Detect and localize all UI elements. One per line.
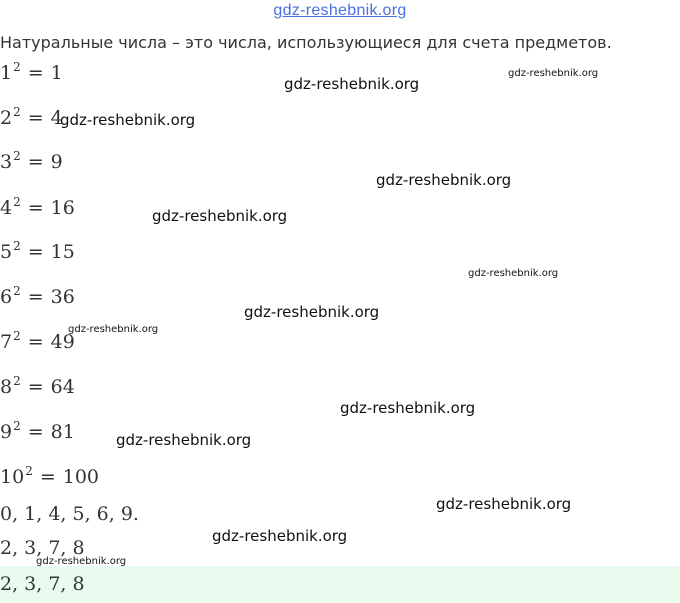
equals-sign: = bbox=[27, 286, 44, 308]
equation-exponent: 2 bbox=[13, 329, 21, 343]
equation-result: 9 bbox=[50, 151, 63, 173]
equation-base: 6 bbox=[0, 286, 13, 308]
equation-line bbox=[0, 150, 63, 176]
equation-line bbox=[0, 196, 75, 222]
site-header bbox=[0, 0, 680, 20]
equation-line bbox=[0, 285, 75, 311]
equation-result: 15 bbox=[50, 241, 75, 263]
equals-sign: = bbox=[27, 421, 44, 443]
watermark: gdz-reshebnik.org bbox=[36, 556, 127, 567]
watermark: gdz-reshebnik.org bbox=[284, 75, 420, 93]
equation-result: 36 bbox=[50, 286, 75, 308]
equation-line bbox=[0, 240, 75, 266]
watermark: gdz-reshebnik.org bbox=[60, 111, 196, 129]
equation-line bbox=[0, 330, 75, 356]
equation-base: 2 bbox=[0, 107, 13, 129]
equation-base: 9 bbox=[0, 421, 13, 443]
equation-base: 3 bbox=[0, 151, 13, 173]
equation-exponent: 2 bbox=[13, 60, 21, 74]
equation-result: 64 bbox=[50, 376, 75, 398]
excluded-digits-line: 2, 3, 7, 8 bbox=[0, 537, 85, 559]
equation-exponent: 2 bbox=[13, 105, 21, 119]
equation-base: 8 bbox=[0, 376, 13, 398]
watermark: gdz-reshebnik.org bbox=[244, 303, 380, 321]
equation-line bbox=[0, 106, 63, 132]
digits-line: 0, 1, 4, 5, 6, 9. bbox=[0, 503, 139, 525]
watermark: gdz-reshebnik.org bbox=[376, 171, 512, 189]
equals-sign: = bbox=[39, 466, 56, 488]
equation-result: 81 bbox=[50, 421, 75, 443]
equation-base: 4 bbox=[0, 197, 13, 219]
site-link[interactable]: gdz-reshebnik.org bbox=[273, 2, 407, 19]
equation-line bbox=[0, 420, 75, 446]
equation-base: 10 bbox=[0, 466, 25, 488]
equals-sign: = bbox=[27, 151, 44, 173]
equation-result: 4 bbox=[50, 107, 63, 129]
equation-exponent: 2 bbox=[25, 464, 33, 478]
equation-base: 1 bbox=[0, 62, 13, 84]
equation-base: 5 bbox=[0, 241, 13, 263]
answer-line: 2, 3, 7, 8 bbox=[0, 573, 85, 595]
equation-line bbox=[0, 375, 75, 401]
watermark: gdz-reshebnik.org bbox=[116, 431, 252, 449]
equation-result: 49 bbox=[50, 331, 75, 353]
equals-sign: = bbox=[27, 62, 44, 84]
intro-text: Натуральные числа – это числа, использующиеся для счета предметов. bbox=[0, 33, 612, 52]
watermark: gdz-reshebnik.org bbox=[468, 268, 559, 279]
equation-base: 7 bbox=[0, 331, 13, 353]
answer-highlight bbox=[0, 566, 680, 603]
equation-exponent: 2 bbox=[13, 149, 21, 163]
watermark: gdz-reshebnik.org bbox=[152, 207, 288, 225]
equation-result: 100 bbox=[62, 466, 100, 488]
equation-exponent: 2 bbox=[13, 374, 21, 388]
equals-sign: = bbox=[27, 107, 44, 129]
equation-exponent: 2 bbox=[13, 195, 21, 209]
watermark: gdz-reshebnik.org bbox=[68, 324, 159, 335]
equation-exponent: 2 bbox=[13, 419, 21, 433]
equation-result: 16 bbox=[50, 197, 75, 219]
equals-sign: = bbox=[27, 241, 44, 263]
equation-line bbox=[0, 61, 63, 87]
watermark: gdz-reshebnik.org bbox=[508, 68, 599, 79]
watermark: gdz-reshebnik.org bbox=[212, 527, 348, 545]
equals-sign: = bbox=[27, 331, 44, 353]
watermark: gdz-reshebnik.org bbox=[340, 399, 476, 417]
equation-result: 1 bbox=[50, 62, 63, 84]
equation-exponent: 2 bbox=[13, 239, 21, 253]
equation-line bbox=[0, 465, 99, 491]
watermark: gdz-reshebnik.org bbox=[436, 495, 572, 513]
equals-sign: = bbox=[27, 197, 44, 219]
equation-exponent: 2 bbox=[13, 284, 21, 298]
equals-sign: = bbox=[27, 376, 44, 398]
